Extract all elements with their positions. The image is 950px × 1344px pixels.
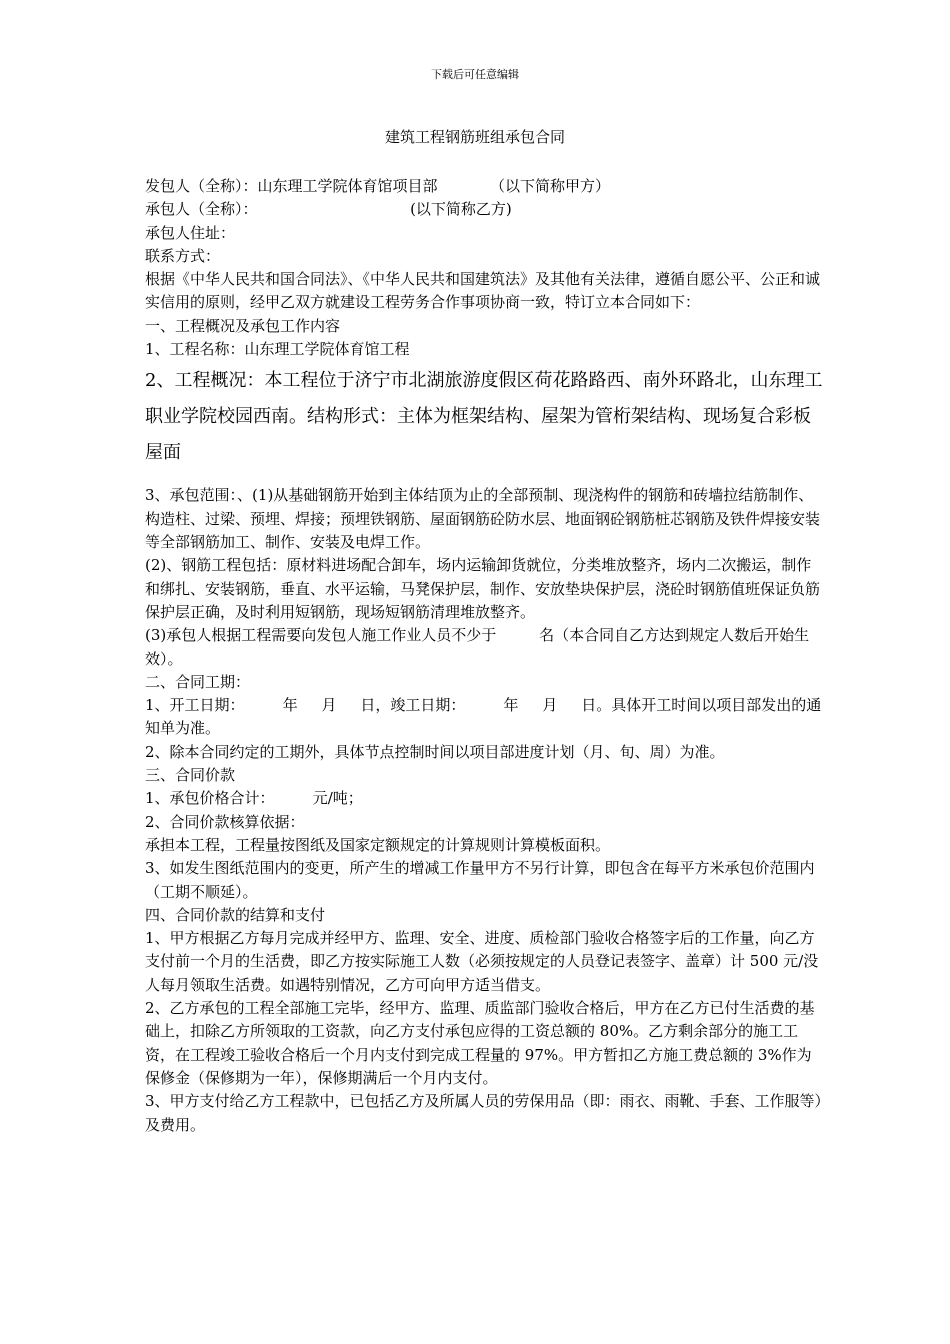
paragraph: 承包人（全称）： (以下简称乙方) bbox=[145, 200, 512, 219]
paragraph: (3)承包人根据工程需要向发包人施工作业人员不少于 名（本合同自乙方达到规定人数后开始生效）。 bbox=[145, 626, 810, 668]
paragraph: 1、工程名称：山东理工学院体育馆工程 bbox=[145, 340, 410, 359]
paragraph: 3、甲方支付给乙方工程款中，已包括乙方及所属人员的劳保用品（即：雨衣、雨靴、手套、工作服等）及费用。 bbox=[145, 1092, 823, 1134]
paragraph: 1、甲方根据乙方每月完成并经甲方、监理、安全、进度、质检部门验收合格签字后的工作量，向乙方支付前一个月的生活费，即乙方按实际施工人数（必须按规定的人员登记表签字、盖章）计 500 元/没人每月领取生活费。如遇特别情况，乙方可向甲方适当借支。 bbox=[145, 929, 819, 994]
paragraph: 1、承包价格合计： 元/吨； bbox=[145, 789, 363, 808]
paragraph: 3、如发生图纸范围内的变更，所产生的增减工作量甲方不另行计算，即包含在每平方米承包价范围内（工期不顺延）。 bbox=[145, 859, 815, 901]
paragraph: 2、乙方承包的工程全部施工完毕，经甲方、监理、质监部门验收合格后，甲方在乙方已付生活费的基础上，扣除乙方所领取的工资款，向乙方支付承包应得的工资总额的 80%。乙方剩余部分的施工工资，在工程竣工验收合格后一个月内支付到完成工程量的 97%。甲方暂扣乙方施工费总额的 3%作为保修金（保修期为一年），保修期满后一个月内支付。 bbox=[145, 999, 815, 1087]
section-heading: 二、合同工期： bbox=[145, 672, 251, 691]
paragraph: 承担本工程，工程量按图纸及国家定额规定的计算规则计算模板面积。 bbox=[145, 835, 611, 854]
page-header: 下载后可任意编辑 bbox=[431, 68, 519, 81]
paragraph: 3、承包范围：、(1)从基础钢筋开始到主体结顶为止的全部预制、现浇构件的钢筋和砖墙拉结筋制作、构造柱、过梁、预埋、焊接；预埋铁钢筋、屋面钢筋砼防水层、地面钢砼钢筋桩芯钢筋及铁件焊接安装等全部钢筋加工、制作、安装及电焊工作。 bbox=[145, 486, 821, 552]
paragraph: 2、除本合同约定的工期外，具体节点控制时间以项目部进度计划（月、旬、周）为准。 bbox=[145, 742, 725, 761]
paragraph: 发包人（全称）：山东理工学院体育馆项目部 （以下简称甲方） bbox=[145, 177, 610, 195]
section-heading: 四、合同价款的结算和支付 bbox=[145, 905, 326, 924]
paragraph: 根据《中华人民共和国合同法》、《中华人民共和国建筑法》及其他有关法律，遵循自愿公平、公正和诚实信用的原则，经甲乙双方就建设工程劳务合作事项协商一致，特订立本合同如下： bbox=[145, 270, 821, 312]
paragraph: (2)、钢筋工程包括：原材料进场配合卸车，场内运输卸货就位，分类堆放整齐，场内二次搬运，制作和绑扎、安装钢筋，垂直、水平运输，马凳保护层，制作、安放垫块保护层，浇砼时钢筋值班保证负筋保护层正确，及时利用短钢筋，现场短钢筋清理堆放整齐。 bbox=[145, 556, 821, 621]
document-title: 建筑工程钢筋班组承包合同 bbox=[384, 128, 565, 146]
contract-body bbox=[145, 175, 825, 1137]
section-heading: 一、工程概况及承包工作内容 bbox=[145, 316, 341, 335]
section-heading: 三、合同价款 bbox=[145, 766, 236, 785]
paragraph: 2、合同价款核算依据： bbox=[145, 812, 305, 831]
paragraph: 承包人住址： bbox=[145, 223, 236, 242]
paragraph: 联系方式： bbox=[145, 246, 221, 265]
paragraph: 1、开工日期： 年 月 日，竣工日期： 年 月 日。具体开工时间以项目部发出的通知单为准。 bbox=[145, 696, 822, 738]
project-overview: 2、工程概况：本工程位于济宁市北湖旅游度假区荷花路路西、南外环路北，山东理工职业学院校园西南。结构形式：主体为框架结构、屋架为管桁架结构、现场复合彩板屋面 bbox=[145, 370, 823, 463]
